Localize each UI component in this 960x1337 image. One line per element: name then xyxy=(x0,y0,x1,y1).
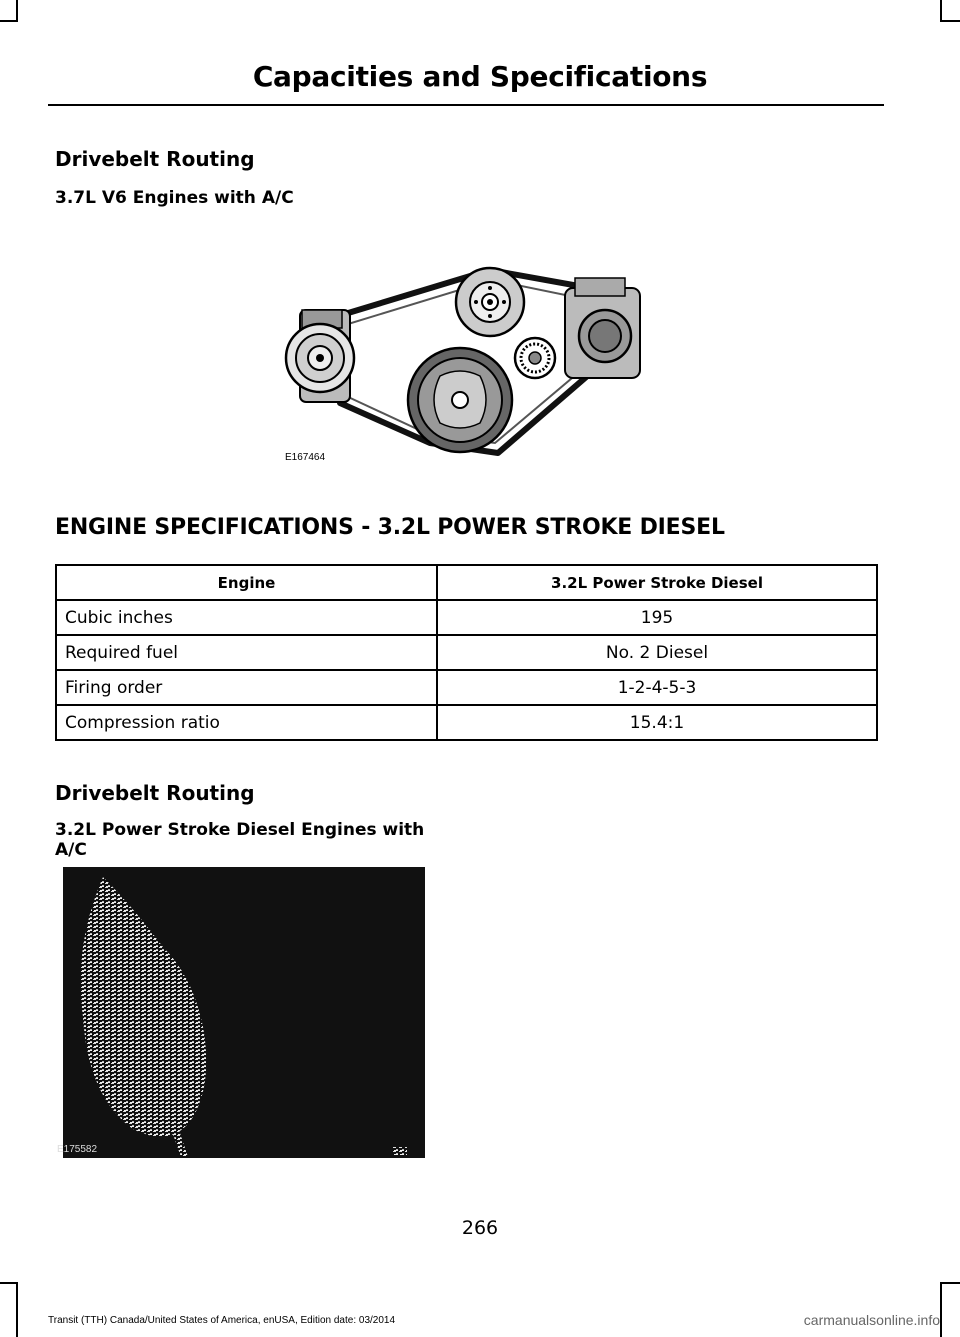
row-value: 195 xyxy=(437,600,877,635)
figure-code-v6: E167464 xyxy=(285,452,326,463)
crop-mark xyxy=(16,0,18,22)
row-label: Required fuel xyxy=(56,635,437,670)
crop-mark xyxy=(940,1282,942,1337)
table-row xyxy=(56,705,877,740)
crop-mark xyxy=(0,20,18,22)
drivebelt-diagram-diesel xyxy=(57,867,425,1158)
section2-subheading-line2: A/C xyxy=(55,840,87,860)
table-header-row xyxy=(56,565,877,600)
row-value: 1-2-4-5-3 xyxy=(437,670,877,705)
column-header-engine: Engine xyxy=(56,565,437,600)
row-label: Cubic inches xyxy=(56,600,437,635)
section1-subheading: 3.7L V6 Engines with A/C xyxy=(55,188,294,208)
drivebelt-diagram-v6 xyxy=(280,258,660,470)
engine-specs-heading: ENGINE SPECIFICATIONS - 3.2L POWER STROKE DIESEL xyxy=(55,515,725,540)
row-label: Compression ratio xyxy=(56,705,437,740)
row-label: Firing order xyxy=(56,670,437,705)
crop-mark xyxy=(16,1282,18,1337)
crop-mark xyxy=(940,0,942,22)
table-row xyxy=(56,670,877,705)
crop-mark xyxy=(940,20,960,22)
footer-edition-text: Transit (TTH) Canada/United States of America, enUSA, Edition date: 03/2014 xyxy=(48,1315,396,1326)
figure-code-diesel: E175582 xyxy=(57,1144,98,1155)
engine-specs-table xyxy=(55,564,878,741)
table-row xyxy=(56,600,877,635)
crop-mark xyxy=(940,1282,960,1284)
header-rule xyxy=(48,104,884,106)
section1-heading: Drivebelt Routing xyxy=(55,147,255,171)
row-value: 15.4:1 xyxy=(437,705,877,740)
page-header-title: Capacities and Specifications xyxy=(252,60,708,93)
row-value: No. 2 Diesel xyxy=(437,635,877,670)
section2-heading: Drivebelt Routing xyxy=(55,781,255,805)
diesel-scan-artifact-image xyxy=(63,867,425,1158)
page-number: 266 xyxy=(461,1217,499,1239)
table-row xyxy=(56,635,877,670)
column-header-engine-model: 3.2L Power Stroke Diesel xyxy=(437,565,877,600)
watermark: carmanualsonline.info xyxy=(803,1312,940,1328)
section2-subheading-line1: 3.2L Power Stroke Diesel Engines with xyxy=(55,820,425,840)
drivebelt-v6-illustration xyxy=(280,258,660,470)
